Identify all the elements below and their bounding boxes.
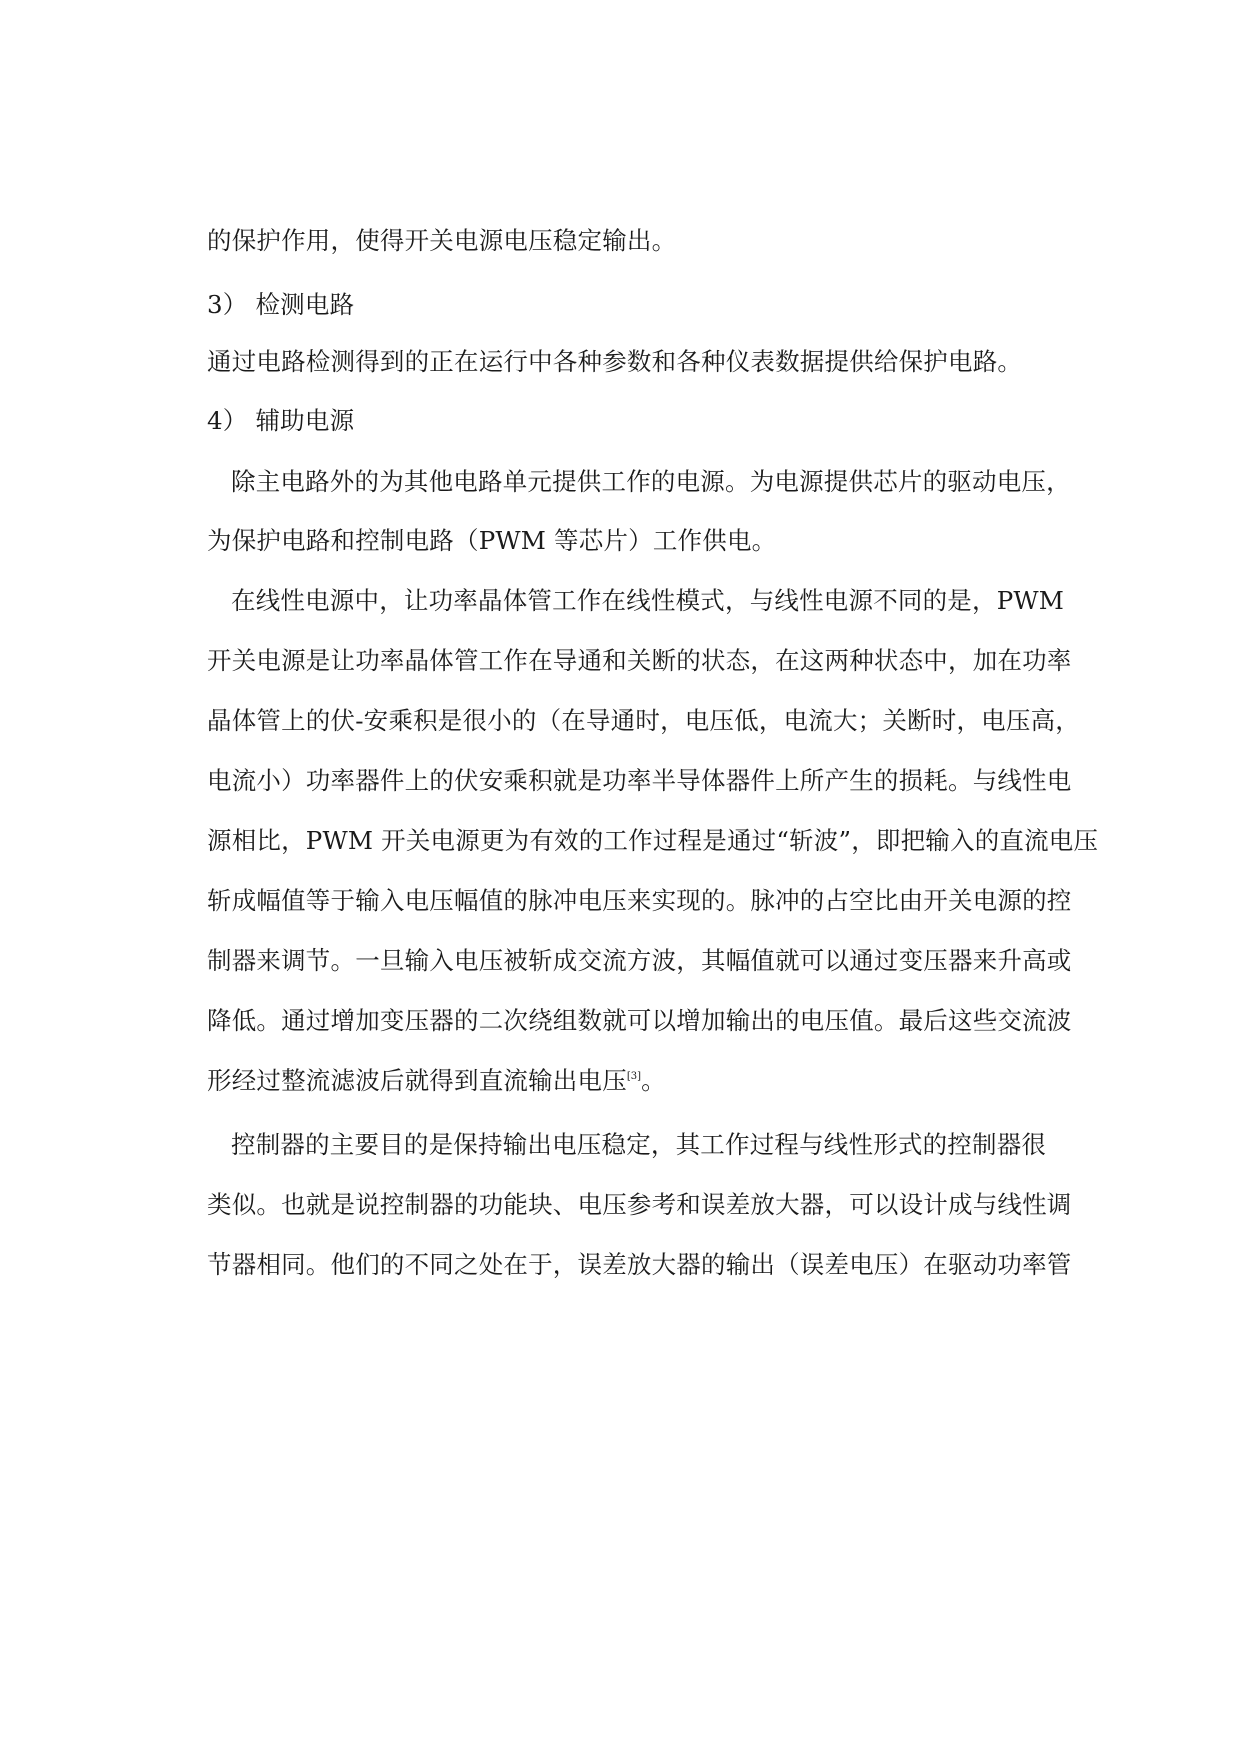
paragraph-line: 除主电路外的为其他电路单元提供工作的电源。为电源提供芯片的驱动电压， bbox=[231, 467, 1071, 496]
paragraph-line-with-citation bbox=[207, 1064, 1087, 1104]
paragraph-text: 形经过整流滤波后就得到直流输出电压 bbox=[207, 1066, 627, 1095]
paragraph-line: 通过电路检测得到的正在运行中各种参数和各种仪表数据提供给保护电路。 bbox=[207, 347, 1023, 376]
paragraph-line: 类似。也就是说控制器的功能块、电压参考和误差放大器，可以设计成与线性调 bbox=[207, 1190, 1072, 1219]
paragraph-line: 降低。通过增加变压器的二次绕组数就可以增加输出的电压值。最后这些交流波 bbox=[207, 1006, 1072, 1035]
paragraph-line: 开关电源是让功率晶体管工作在导通和关断的状态，在这两种状态中，加在功率 bbox=[207, 646, 1072, 675]
paragraph-line: 斩成幅值等于输入电压幅值的脉冲电压来实现的。脉冲的占空比由开关电源的控 bbox=[207, 886, 1072, 915]
citation-reference: [3] bbox=[626, 1071, 642, 1082]
sentence-end: 。 bbox=[641, 1066, 666, 1095]
paragraph-line: 控制器的主要目的是保持输出电压稳定，其工作过程与线性形式的控制器很 bbox=[231, 1130, 1047, 1159]
paragraph-line: 制器来调节。一旦输入电压被斩成交流方波，其幅值就可以通过变压器来升高或 bbox=[207, 946, 1072, 975]
paragraph-line: 节器相同。他们的不同之处在于，误差放大器的输出（误差电压）在驱动功率管 bbox=[207, 1250, 1072, 1279]
paragraph-line: 晶体管上的伏-安乘积是很小的（在导通时，电压低，电流大；关断时，电压高， bbox=[207, 706, 1080, 735]
paragraph-line: 在线性电源中，让功率晶体管工作在线性模式，与线性电源不同的是，PWM bbox=[231, 586, 1065, 615]
section-heading-detection-circuit: 3） 检测电路 bbox=[207, 290, 355, 319]
paragraph-line: 的保护作用，使得开关电源电压稳定输出。 bbox=[207, 226, 677, 255]
paragraph-line: 电流小）功率器件上的伏安乘积就是功率半导体器件上所产生的损耗。与线性电 bbox=[207, 766, 1072, 795]
section-heading-auxiliary-power: 4） 辅助电源 bbox=[207, 406, 355, 435]
paragraph-line: 为保护电路和控制电路（PWM 等芯片）工作供电。 bbox=[207, 526, 777, 555]
paragraph-line: 源相比，PWM 开关电源更为有效的工作过程是通过“斩波”，即把输入的直流电压 bbox=[207, 826, 1099, 855]
